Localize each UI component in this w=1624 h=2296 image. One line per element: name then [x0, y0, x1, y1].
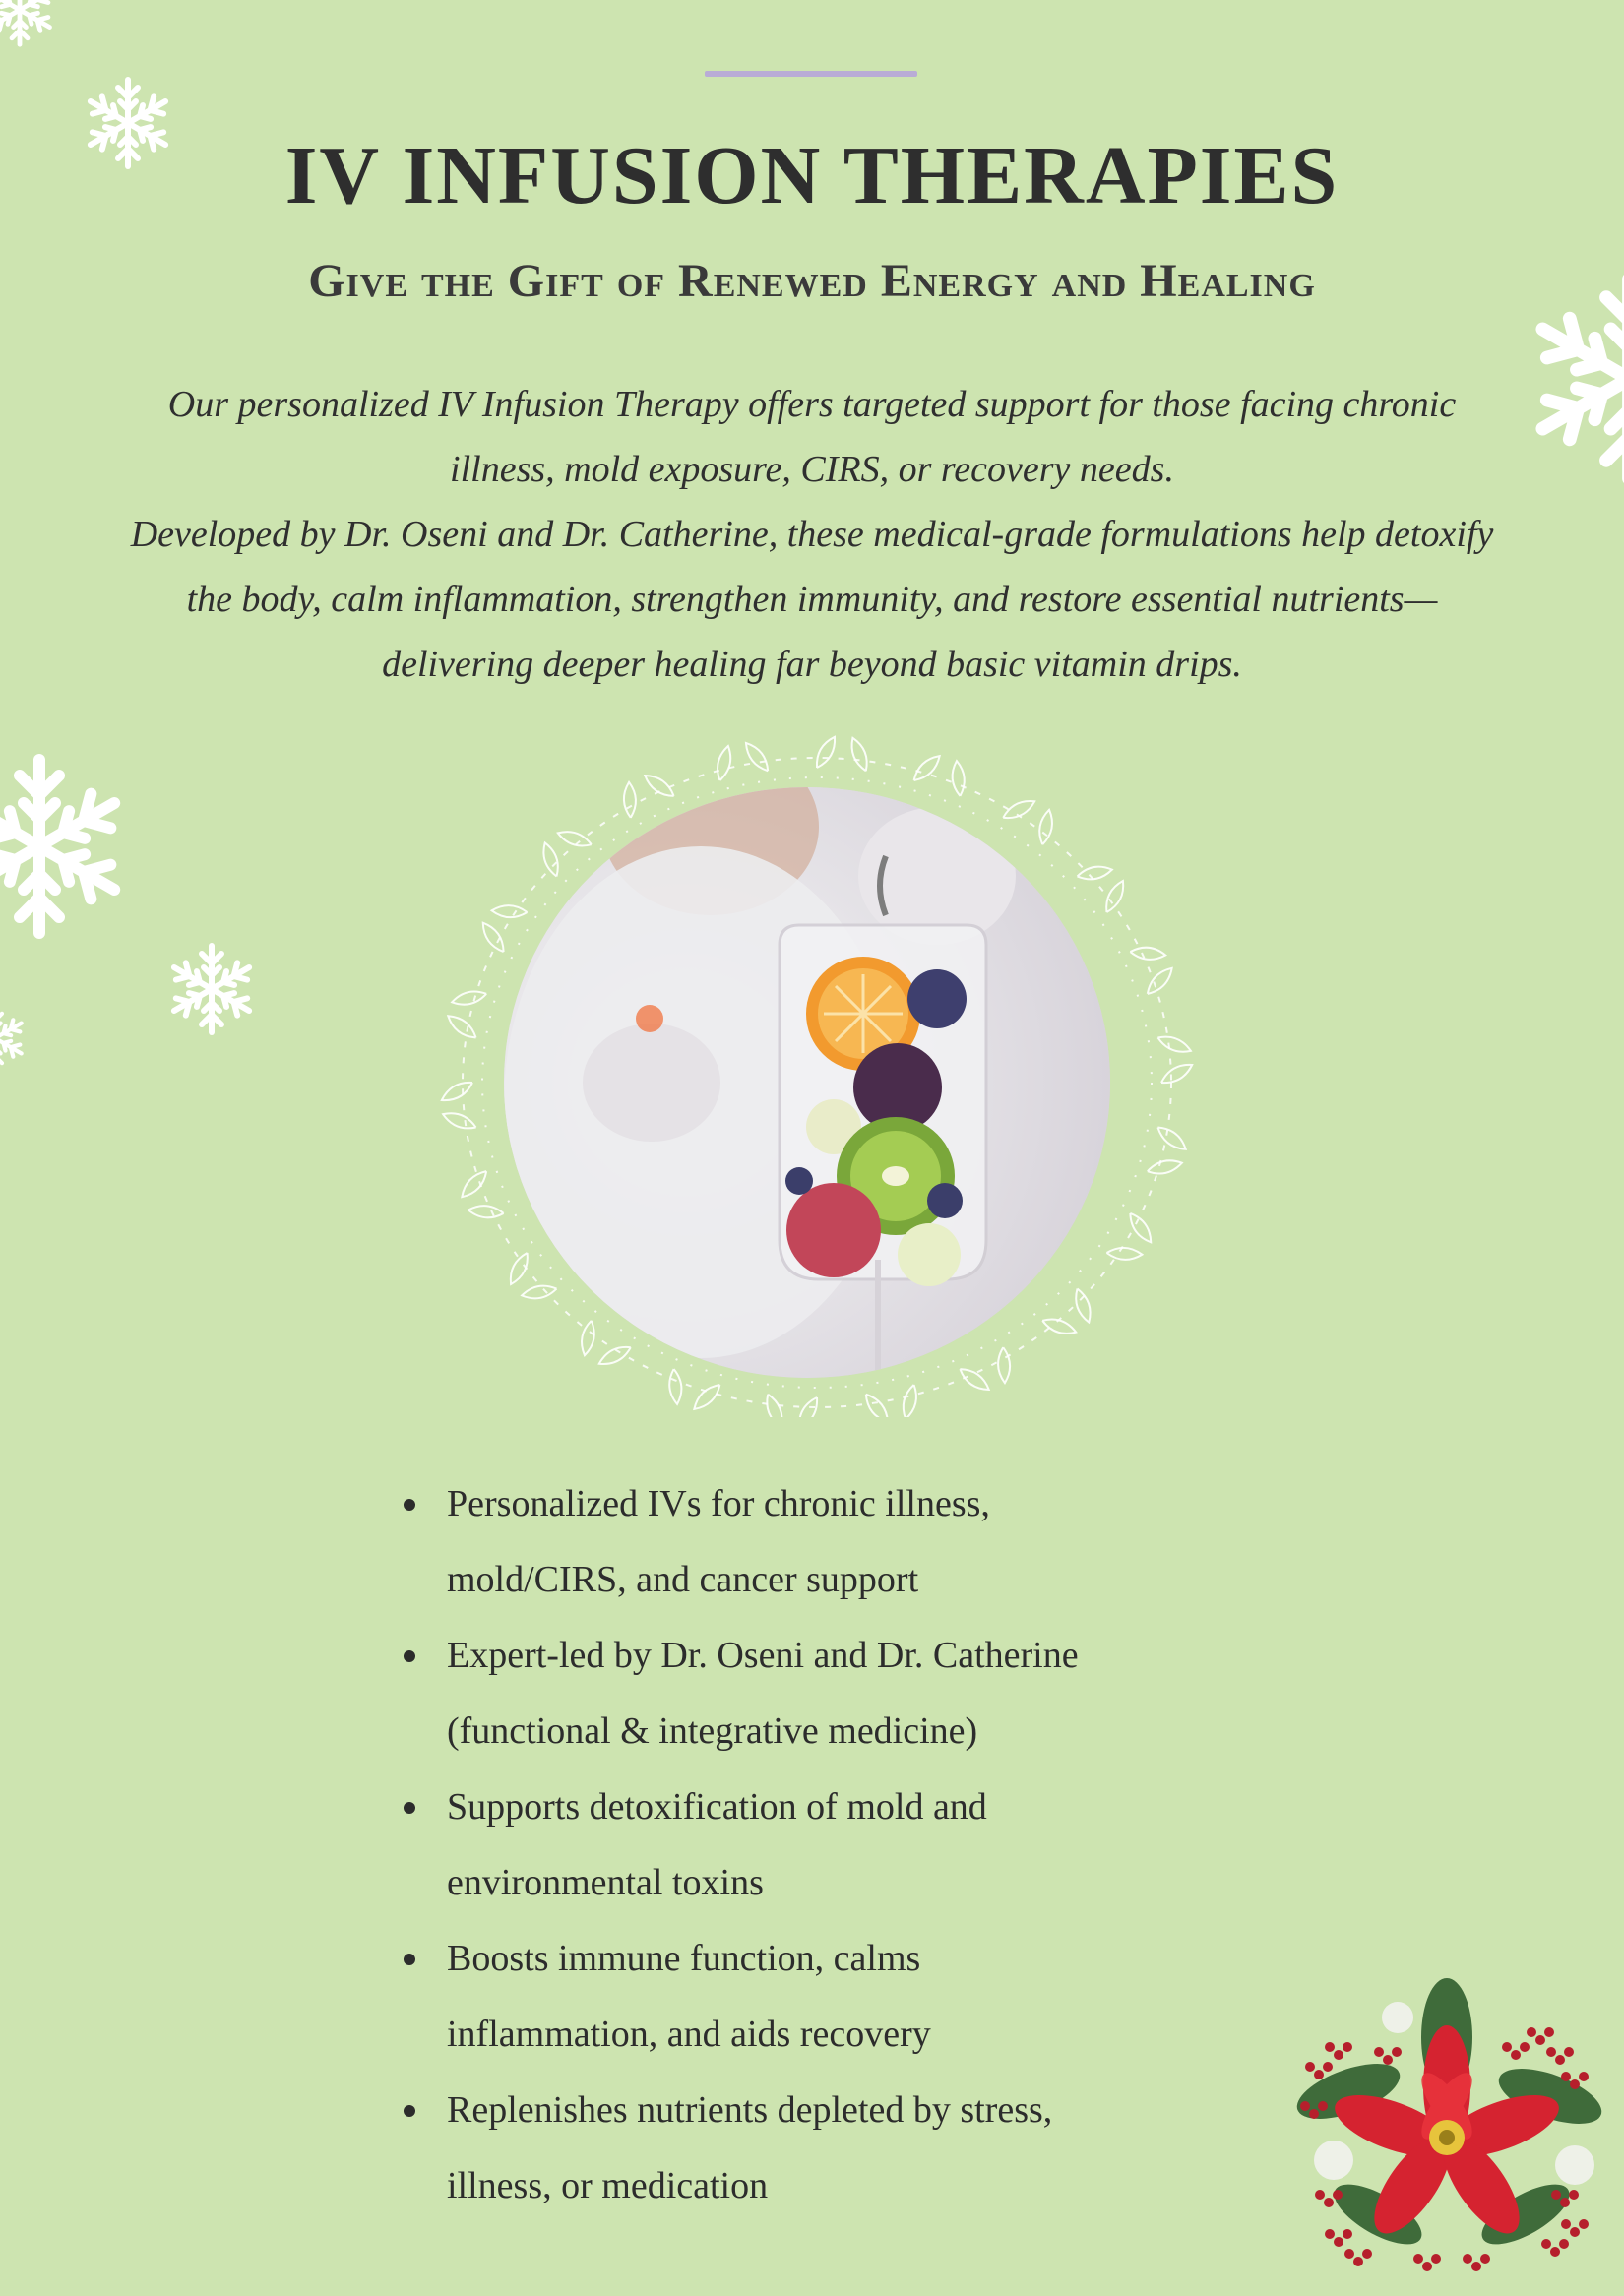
snowflake-icon — [0, 748, 138, 945]
bullet-icon — [404, 1802, 415, 1814]
snowflake-icon — [0, 1004, 30, 1073]
list-item — [404, 1921, 1250, 2073]
list-item-line-1: Personalized IVs for chronic illness, — [447, 1483, 990, 1524]
snowflake-icon — [79, 74, 177, 172]
intro-paragraph-1: Our personalized IV Infusion Therapy offers targeted support for those facing chronic illness, mold exposure, CIRS, or recovery needs. — [167, 384, 1457, 490]
bullet-icon — [404, 1954, 415, 1965]
benefit-list — [404, 1466, 1250, 2224]
list-item-line-2: inflammation, and aids recovery — [447, 2014, 931, 2055]
bullet-icon — [404, 1499, 415, 1511]
list-item — [404, 1466, 1250, 1618]
list-item — [404, 2073, 1250, 2224]
iv-bag-photo — [504, 787, 1110, 1378]
page-title: IV INFUSION THERAPIES — [284, 130, 1340, 221]
list-item-line-2: (functional & integrative medicine) — [447, 1710, 978, 1752]
list-item-line-1: Replenishes nutrients depleted by stress, — [447, 2089, 1053, 2131]
snowflake-icon — [162, 940, 261, 1038]
intro-text — [128, 372, 1496, 697]
poinsettia-icon — [1280, 1958, 1614, 2293]
list-item-line-1: Supports detoxification of mold and — [447, 1786, 987, 1828]
list-item-line-2: mold/CIRS, and cancer support — [447, 1559, 919, 1600]
list-item-line-1: Expert-led by Dr. Oseni and Dr. Catherine — [447, 1635, 1079, 1676]
snowflake-icon — [0, 0, 59, 49]
iv-photo-frame — [413, 709, 1220, 1417]
iv-bag-illustration — [504, 787, 1110, 1378]
list-item — [404, 1769, 1250, 1921]
list-item-line-2: illness, or medication — [447, 2165, 769, 2206]
bullet-icon — [404, 2105, 415, 2117]
list-item-line-1: Boosts immune function, calms — [447, 1938, 921, 1979]
page-subtitle: Give the Gift of Renewed Energy and Healing — [308, 255, 1316, 307]
list-item — [404, 1618, 1250, 1769]
top-accent-rule — [705, 71, 917, 77]
bullet-icon — [404, 1650, 415, 1662]
intro-paragraph-2: Developed by Dr. Oseni and Dr. Catherine, these medical-grade formulations help detoxify the body, calm inflammation, strengthen immunity, and restore essential nutrients—delivering deeper healing far beyond basic vitamin drips. — [130, 514, 1494, 685]
list-item-line-2: environmental toxins — [447, 1862, 764, 1903]
snowflake-icon — [1516, 266, 1624, 492]
